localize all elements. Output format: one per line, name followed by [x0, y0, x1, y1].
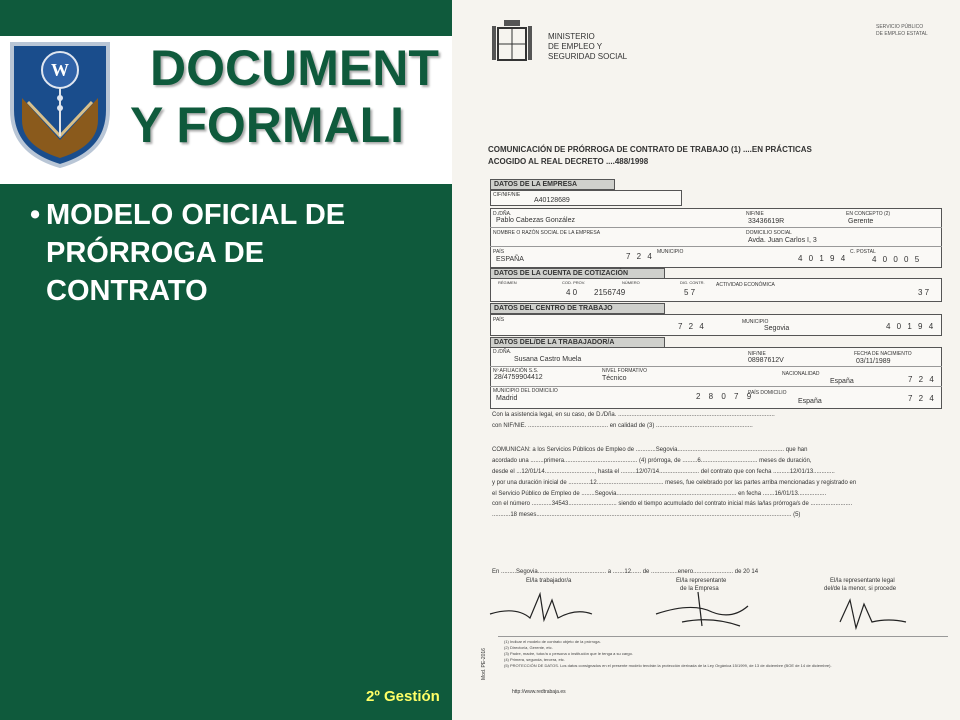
centro-municipio: Segovia — [764, 325, 790, 332]
legal-rep-signature-icon — [836, 592, 916, 636]
spain-coat-of-arms-icon — [490, 18, 534, 68]
slide-title — [130, 40, 460, 154]
school-logo — [8, 40, 112, 168]
empresa-nif: 33436619R — [748, 218, 785, 225]
svg-text:W: W — [51, 60, 69, 80]
contract-extension-form: MINISTERIO DE EMPLEO Y SEGURIDAD SOCIAL SERVICIO PÚBLICO DE EMPLEO ESTATAL COMUNICACIÓN DE PRÓRROGA DE CONTRATO DE TRABAJO (1) ....EN PRÁCTICAS ACOGIDO AL REAL DECRETO ....488/1998 DATOS DE LA EMPRESA CIF/NIF/NIE A40128689 D./DÑA. Pablo Cabezas González NIF/NIE 33436619R EN CONCEPTO (2) Gerente NOMBRE O RAZÓN SOCIAL DE LA EMPRESA DOMICILIO SOCIAL Avda. Juan Carlos I, 3 PAÍS ESPAÑA 7 2 4 MUNICIPIO 4 0 1 9 4 C. POSTAL 4 0 0 0 5 DATOS DE LA CUENTA DE COTIZACIÓN RÉGIMEN COD. PROV. NÚMERO DIG. CONTR. 4 0 2156749 5 7 ACTIVIDAD ECONÓMICA 3 7 DATOS DEL CENTRO DE TRABAJO PAÍS 7 2 4 MUNICIPIO Segovia 4 0 1 9 4 DATOS DEL/DE LA TRABAJADOR/A D./DÑA. Susana Castro Muela NIF/NIE 08987612V FECHA DE NACIMIENTO 03/11/1989 Nº AFILIACIÓN S.S. 28/4759904412 NIVEL FORMATIVO Técnico NACIONALIDAD España 7 2 4 MUNICIPIO DEL DOMICILIO Madrid 2 8 0 7 9 PAÍS DOMICILIO España 7 2 4 Con la asistencia legal, en su caso, de D./Dña. .............................................................................................. con NIF/NIE. ................................................ en calidad de (3) .......................................................... COMUNICAN: a los Servicios Públicos de Empleo de ............Segovia................................................................ que han acordado una ........primera............................................ (4) prórroga, de .........6.................................. meses de duración, desde el ...12/01/14.............................., hasta el .........12/07/14........................ del contrato que con fecha ..........12/01/13............. y por una duración inicial de .............12........................................ meses, fue celebrado por las partes arriba mencionadas y registrado en el Servicio Público de Empleo de ........Segovia........................................................................ en fecha .......16/01/13................. con el número ............34543............................. siendo el tiempo acumulado del contrato inicial más la/las prórroga/s de ......................... ...........18 meses......................................................................................................................................................... (5) En .........Segovia......................................... a .......12...... de ................enero........................ de 20 14 El/la trabajador/a El/la representante de la Empresa El/la representante legal del/de la menor, si procede (1) Indicar el modelo de contrato objeto de la prórroga. (2) Director/a, Gerente, etc. (3) Padre, madre, tutor/a o persona o institución que le tenga a su cargo. (4) Primera, segunda, tercera, etc. (5) PROTECCIÓN DE DATOS. Los datos consignados en el presente modelo tendrán la protección derivada de la Ley Orgánica 15/1999, de 13 de diciembre (BOE de 14 de diciembre). Mod. PE-2016 http://www.redtrabaja.es — [452, 0, 960, 720]
place-date-line: En .........Segovia......................................... a .......12...... de ................enero........................ de 20 14 — [492, 569, 759, 575]
section-empresa: DATOS DE LA EMPRESA — [490, 179, 615, 190]
section-centro: DATOS DEL CENTRO DE TRABAJO — [490, 303, 665, 314]
trabajador-nacimiento: 03/11/1989 — [856, 358, 891, 365]
empresa-rep-name: Pablo Cabezas González — [496, 217, 575, 224]
title-line-1: DOCUMENT — [150, 40, 439, 96]
service-name: SERVICIO PÚBLICO DE EMPLEO ESTATAL — [876, 24, 928, 37]
cotizacion-numero: 2156749 — [594, 288, 626, 297]
trabajador-municipio: Madrid — [496, 395, 518, 402]
form-model-code: Mod. PE-2016 — [481, 648, 487, 680]
worker-signature-icon — [486, 588, 596, 628]
section-trabajador: DATOS DEL/DE LA TRABAJADOR/A — [490, 337, 665, 348]
bullet-item — [30, 196, 430, 310]
bullet-text: MODELO OFICIAL DE PRÓRROGA DE CONTRATO — [46, 199, 346, 307]
trabajador-name: Susana Castro Muela — [514, 356, 582, 363]
web-link[interactable]: http://www.redtrabaja.es — [512, 689, 566, 695]
title-line-2: Y FORMALI — [130, 97, 405, 153]
form-heading: COMUNICACIÓN DE PRÓRROGA DE CONTRATO DE TRABAJO (1) ....EN PRÁCTICAS — [488, 145, 812, 154]
bullet-list — [30, 196, 430, 310]
form-footnotes: (1) Indicar el modelo de contrato objeto de la prórroga. (2) Director/a, Gerente, etc. (3) Padre, madre, tutor/a o persona o institución que le tenga a su cargo. (4) Primera, segunda, tercera, etc. (5) PROTECCIÓN DE DATOS. Los datos consignados en el presente modelo tendrán la protección derivada de la Ley Orgánica 15/1999, de 13 de diciembre (BOE de 14 de diciembre). — [504, 639, 832, 668]
form-heading-2: ACOGIDO AL REAL DECRETO ....488/1998 — [488, 157, 649, 166]
section-cotizacion: DATOS DE LA CUENTA DE COTIZACIÓN — [490, 268, 665, 279]
slide-footer: 2º Gestión — [366, 688, 440, 705]
cif-value: A40128689 — [534, 197, 570, 204]
comunican-text: COMUNICAN: a los Servicios Públicos de Empleo de ............Segovia................................................................ que han — [492, 447, 808, 453]
trabajador-nif: 08987612V — [748, 357, 784, 364]
company-signature-icon — [652, 586, 762, 632]
bullet-dot-icon: • — [30, 199, 41, 231]
centro-box — [490, 314, 942, 336]
empresa-concepto: Gerente — [848, 218, 874, 225]
empresa-domicilio: Avda. Juan Carlos I, 3 — [748, 237, 817, 244]
empresa-pais: ESPAÑA — [496, 256, 524, 263]
top-band — [0, 0, 460, 36]
ministry-name: MINISTERIO DE EMPLEO Y SEGURIDAD SOCIAL — [548, 32, 628, 61]
trabajador-afiliacion: 28/4759904412 — [494, 374, 543, 381]
trabajador-nivel: Técnico — [602, 375, 627, 382]
